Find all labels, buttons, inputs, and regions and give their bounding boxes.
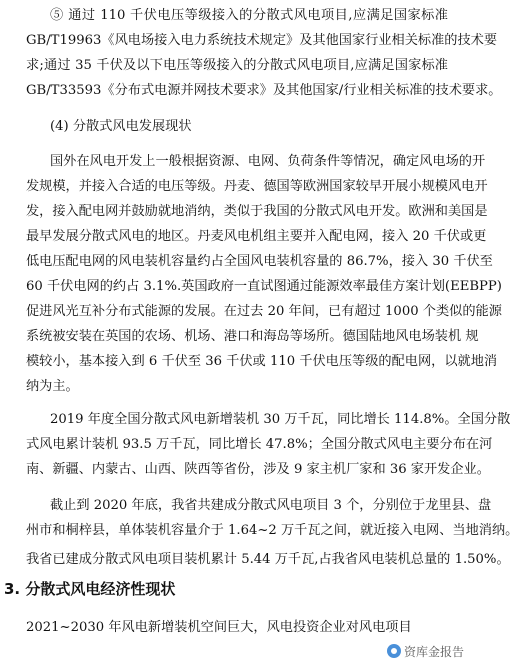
item5-line-4: GB/T33593《分布式电源并网技术要求》及其他国家/行业相关标准的技术要求。	[26, 83, 502, 98]
y2019-line-3: 南、新疆、内蒙古、山西、陕西等省份，涉及 9 家主机厂家和 36 家开发企业。	[26, 462, 490, 477]
foreign-line-4: 最早发展分散式风电的地区。丹麦风电机组主要并入配电网，接入 20 千伏或更	[26, 229, 487, 244]
item5-line-2: GB/T19963《风电场接入电力系统技术规定》及其他国家行业相关标准的技术要	[26, 33, 498, 48]
economics-line-1: 2021~2030 年风电新增装机空间巨大，风电投资企业对风电项目	[26, 620, 412, 635]
y2019-line-1: 2019 年度全国分散式风电新增装机 30 万千瓦，同比增长 114.8%。全国分散	[50, 412, 511, 427]
y2020-line-1: 截止到 2020 年底，我省共建成分散式风电项目 3 个，分别位于龙里县、盘	[50, 498, 492, 513]
section-heading-3: 3. 分散式风电经济性现状	[4, 580, 176, 598]
section-subheading: (4) 分散式风电发展现状	[50, 119, 192, 134]
watermark-logo-icon	[387, 644, 401, 658]
watermark-text: 资库金报告	[403, 644, 464, 659]
foreign-line-6: 60 千伏电网的约占 3.1%.英国政府一直试图通过能源效率最佳方案计划(EEBPP)	[26, 279, 502, 294]
foreign-line-2: 发规模，并接入合适的电压等级。丹麦、德国等欧洲国家较早开展小规模风电开	[26, 179, 488, 194]
y2019-line-2: 式风电累计装机 93.5 万千瓦，同比增长 47.8%；全国分散式风电主要分布在河	[26, 437, 493, 452]
y2020-line-3: 我省已建成分散式风电项目装机累计 5.44 万千瓦,占我省风电装机总量的 1.50%。	[26, 552, 510, 567]
foreign-line-1: 国外在风电开发上一般根据资源、电网、负荷条件等情况，确定风电场的开	[50, 154, 486, 169]
watermark	[387, 641, 464, 661]
item5-line-3: 求;通过 35 千伏及以下电压等级接入的分散式风电项目,应满足国家标准	[26, 58, 448, 73]
item5-line-1: ⑤ 通过 110 千伏电压等级接入的分散式风电项目,应满足国家标准	[50, 8, 448, 23]
foreign-line-9: 模较小，基本接入到 6 千伏至 36 千伏或 110 千伏电压等级的配电网，以就地消	[26, 354, 498, 369]
foreign-line-10: 纳为主。	[26, 379, 79, 394]
foreign-line-7: 促进风光互补分布式能源的发展。在过去 20 年间，已有超过 1000 个类似的能源	[26, 304, 502, 319]
foreign-line-5: 低电压配电网的风电装机容量约占全国风电装机容量的 86.7%，接入 30 千伏至	[26, 254, 493, 269]
foreign-line-3: 发，接入配电网并鼓励就地消纳，类似于我国的分散式风电开发。欧洲和美国是	[26, 204, 488, 219]
foreign-line-8: 系统被安装在英国的农场、机场、港口和海岛等场所。德国陆地风电场装机 规	[26, 329, 479, 344]
y2020-line-2: 州市和桐梓县，单体装机容量介于 1.64~2 万千瓦之间，就近接入电网、当地消纳。	[26, 523, 518, 538]
